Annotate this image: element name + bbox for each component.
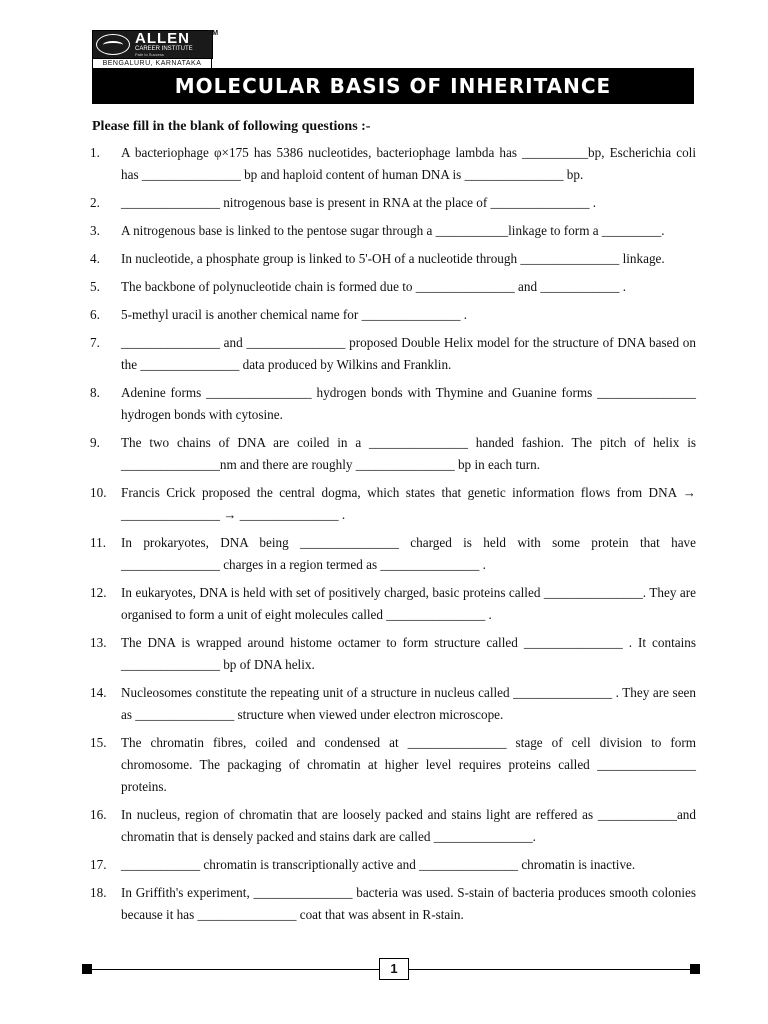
allen-logo <box>92 30 212 69</box>
question-text: ____________ chromatin is transcriptionally active and _______________ chromatin is inactive. <box>121 857 636 872</box>
question-number: 7. <box>90 335 100 350</box>
question-text: _______________ nitrogenous base is present in RNA at the place of _______________ . <box>121 195 597 210</box>
question-text: In Griffith's experiment, _______________ bacteria was used. S-stain of bacteria produces smooth colonies because it has _______________ coat that was absent in R-stain. <box>121 885 696 922</box>
question-item <box>90 304 696 326</box>
question-number: 8. <box>90 385 100 400</box>
question-number: 2. <box>90 195 100 210</box>
footer-left-square-icon <box>82 964 92 974</box>
page-number: 1 <box>379 958 409 980</box>
question-item <box>90 142 696 186</box>
question-item <box>90 332 696 376</box>
trademark-mark: TM <box>208 30 219 37</box>
logo-tagline: Path to Success <box>135 52 164 57</box>
question-text: Adenine forms ________________ hydrogen bonds with Thymine and Guanine forms _______________ hydrogen bonds with cytosine. <box>121 385 696 422</box>
logo-subtitle: CAREER INSTITUTE <box>135 46 193 52</box>
question-item <box>90 248 696 270</box>
logo-brand: ALLEN <box>135 30 190 47</box>
question-number: 14. <box>90 685 107 700</box>
question-item <box>90 220 696 242</box>
question-text: The backbone of polynucleotide chain is formed due to _______________ and ____________ . <box>121 279 627 294</box>
question-text: In nucleus, region of chromatin that are loosely packed and stains light are reffered as ____________and chromatin that is densely packed and stains dark are called _______________. <box>121 807 696 844</box>
question-item <box>90 882 696 926</box>
question-number: 6. <box>90 307 100 322</box>
question-item <box>90 804 696 848</box>
question-number: 17. <box>90 857 107 872</box>
question-item <box>90 682 696 726</box>
question-item <box>90 532 696 576</box>
logo-city: BENGALURU, KARNATAKA <box>92 58 212 69</box>
question-item <box>90 732 696 798</box>
question-number: 18. <box>90 885 107 900</box>
question-item <box>90 432 696 476</box>
question-text: In nucleotide, a phosphate group is linked to 5'-OH of a nucleotide through _______________ linkage. <box>121 251 665 266</box>
question-text: The chromatin fibres, coiled and condensed at _______________ stage of cell division to form chromosome. The packaging of chromatin at higher level requires proteins called _______________ proteins. <box>121 735 696 794</box>
question-text: In prokaryotes, DNA being _______________ charged is held with some protein that have _______________ charges in a region termed as _______________ . <box>121 535 696 572</box>
footer-right-square-icon <box>690 964 700 974</box>
question-text: A nitrogenous base is linked to the pentose sugar through a ___________linkage to form a _________. <box>121 223 665 238</box>
question-number: 11. <box>90 535 106 550</box>
question-item <box>90 482 696 526</box>
question-number: 1. <box>90 145 100 160</box>
question-number: 10. <box>90 485 107 500</box>
question-text: Nucleosomes constitute the repeating unit of a structure in nucleus called _______________ . They are seen as _______________ structure when viewed under electron microscope. <box>121 685 696 722</box>
question-text: The DNA is wrapped around histome octamer to form structure called _______________ . It contains _______________ bp of DNA helix. <box>121 635 696 672</box>
question-number: 9. <box>90 435 100 450</box>
question-number: 16. <box>90 807 107 822</box>
question-list <box>90 142 696 932</box>
question-number: 13. <box>90 635 107 650</box>
question-item <box>90 382 696 426</box>
question-text: 5-methyl uracil is another chemical name for _______________ . <box>121 307 468 322</box>
question-number: 4. <box>90 251 100 266</box>
question-text: In eukaryotes, DNA is held with set of positively charged, basic proteins called _______________. They are organised to form a unit of eight molecules called _______________ . <box>121 585 696 622</box>
car-emblem-icon <box>96 34 130 55</box>
question-number: 15. <box>90 735 107 750</box>
instruction: Please fill in the blank of following questions :- <box>92 119 371 134</box>
page-title: MOLECULAR BASIS OF INHERITANCE <box>92 68 694 104</box>
question-text: A bacteriophage φ×175 has 5386 nucleotides, bacteriophage lambda has __________bp, Escherichia coli has _______________ bp and haploid content of human DNA is _______________ bp. <box>121 145 696 182</box>
question-number: 3. <box>90 223 100 238</box>
question-item <box>90 276 696 298</box>
question-text: _______________ and _______________ proposed Double Helix model for the structure of DNA based on the _______________ data produced by Wilkins and Franklin. <box>121 335 696 372</box>
question-item <box>90 192 696 214</box>
question-item <box>90 632 696 676</box>
logo-banner <box>92 30 213 59</box>
question-number: 5. <box>90 279 100 294</box>
question-item <box>90 854 696 876</box>
question-text: The two chains of DNA are coiled in a _______________ handed fashion. The pitch of helix is _______________nm and there are roughly _______________ bp in each turn. <box>121 435 696 472</box>
question-text: Francis Crick proposed the central dogma, which states that genetic information flows from DNA → _______________ → _______________ . <box>121 485 696 522</box>
question-number: 12. <box>90 585 107 600</box>
question-item <box>90 582 696 626</box>
